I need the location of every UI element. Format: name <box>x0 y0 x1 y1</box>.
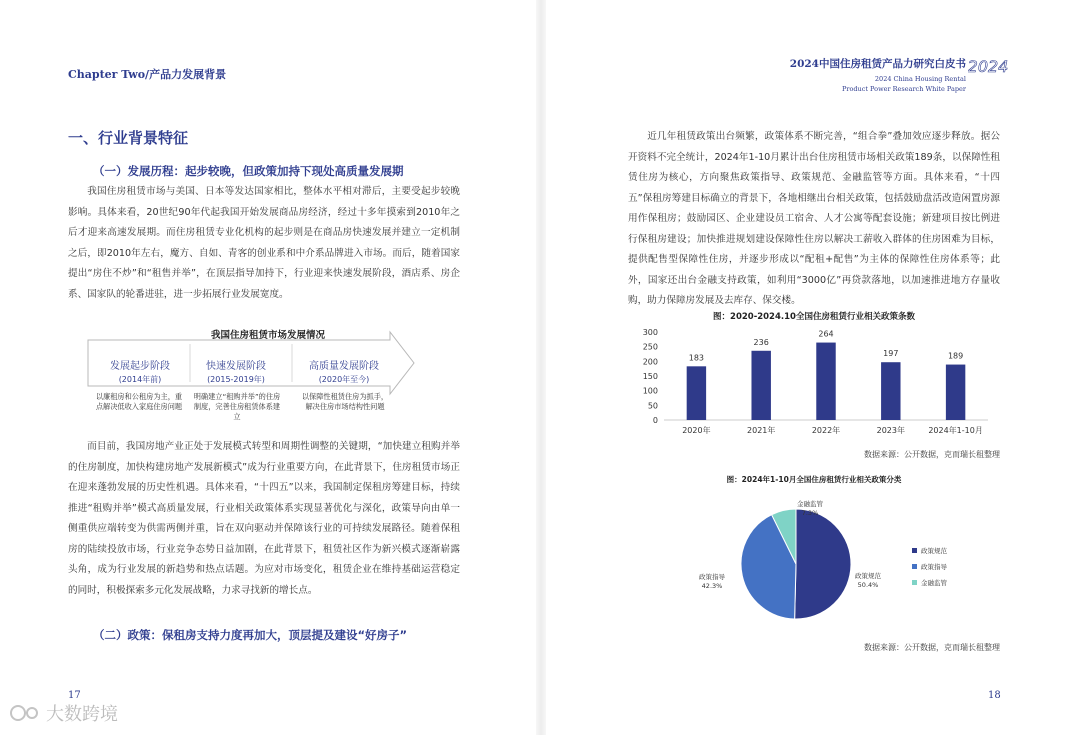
bar-chart-source: 数据来源：公开数据，克而瑞长租整理 <box>864 450 1000 459</box>
pie-chart-source: 数据来源：公开数据，克而瑞长租整理 <box>864 643 1000 652</box>
y-tick-label: 50 <box>647 401 658 411</box>
policy-paragraph <box>628 127 1000 312</box>
current-text: 而目前，我国房地产业正处于发展模式转型和周期性调整的关键期，“加快建立租购并举的住房制度，加快构建房地产发展新模式”成为行业重要方向，在此背景下，住房租赁市场正在迎来蓬勃发展的历史性机遇。具体来看，“十四五”以来，我国制定保租房筹建目标，持续推进“租购并举”模式高质量发展，行业相关政策体系实现显著优化与深化，政策导向由单一侧重供应端转变为供需两侧并重，旨在双向驱动并保障该行业的可持续发展路径。随着保租房的陆续投放市场，行业竞争态势日益加剧，在此背景下，租赁社区作为新兴模式逐渐崭露头角，成为行业发展的新趋势和热点话题。为应对市场变化，租赁企业在维持基础运营稳定的同时，积极探索多元化发展战略，力求寻找新的增长点。 <box>68 441 460 596</box>
legend-swatch <box>912 564 917 569</box>
stage-rapid <box>186 357 286 385</box>
bar <box>687 366 706 420</box>
whitepaper-header <box>790 56 966 93</box>
timeline-title: 我国住房租赁市场发展情况 <box>210 330 325 341</box>
subsection-title-history: （一）发展历程：起步较晚，但政策加持下现处高质量发展期 <box>93 164 404 178</box>
bar-value-label: 189 <box>947 351 964 361</box>
year-deco-text: 2024 <box>968 57 1008 76</box>
x-tick-label: 2022年 <box>811 426 841 435</box>
stage-rapid-name: 快速发展阶段 <box>206 361 266 372</box>
y-tick-label: 200 <box>642 357 658 367</box>
pie-slice <box>795 509 851 619</box>
current-paragraph <box>68 437 460 601</box>
pie-slice-pct: 42.3% <box>701 582 723 590</box>
bar <box>946 365 965 420</box>
bar <box>881 362 900 420</box>
x-tick-label: 2020年 <box>682 426 711 435</box>
stage-rapid-years: (2015-2019年) <box>207 375 265 384</box>
bar <box>816 343 835 420</box>
pie-slice-label: 金融监管 <box>797 500 823 508</box>
stage-startup <box>90 357 190 385</box>
stage-quality-name: 高质量发展阶段 <box>309 361 379 372</box>
header-subtitle-2: Product Power Research White Paper <box>841 85 966 93</box>
y-tick-label: 150 <box>642 372 658 381</box>
page-number-right: 18 <box>988 690 1001 701</box>
watermark-text: 大数跨境 <box>46 704 118 725</box>
stage-rapid-desc: 明确建立“租购并举”的住房制度，完善住房租赁体系建立 <box>193 392 281 421</box>
legend-label: 金融监管 <box>921 579 947 587</box>
watermark <box>8 700 118 726</box>
bar-value-label: 197 <box>883 349 899 359</box>
pie-slice-pct: 50.4% <box>857 581 879 589</box>
y-tick-label: 250 <box>642 342 658 352</box>
stage-quality <box>294 357 394 385</box>
x-tick-label: 2024年1-10月 <box>928 426 983 435</box>
section-title: 一、行业背景特征 <box>68 129 189 147</box>
history-paragraph <box>68 182 460 305</box>
watermark-logo-icon <box>8 703 44 723</box>
pie-slice-label: 政策规范 <box>855 572 881 580</box>
x-tick-label: 2023年 <box>876 426 905 435</box>
y-tick-label: 100 <box>642 386 658 396</box>
y-tick-label: 0 <box>652 416 658 425</box>
stage-quality-years: (2020年至今) <box>318 375 370 384</box>
legend-swatch <box>912 580 917 585</box>
pie-chart <box>628 490 1000 640</box>
bar <box>751 351 770 420</box>
x-tick-label: 2021年 <box>747 426 776 435</box>
pie-slice-label: 政策指导 <box>699 573 725 581</box>
stage-startup-name: 发展起步阶段 <box>110 361 170 372</box>
y-tick-label: 300 <box>642 328 658 337</box>
legend-label: 政策规范 <box>921 547 947 555</box>
stage-startup-desc: 以廉租房和公租房为主，重点解决低收入家庭住房问题 <box>95 392 183 411</box>
pie-slice-pct: 7.3% <box>801 509 819 517</box>
bar-chart-title: 图：2020-2024.10全国住房租赁行业相关政策条数 <box>713 312 915 322</box>
bar-value-label: 236 <box>753 337 769 347</box>
bar-value-label: 183 <box>688 353 705 363</box>
subsection-title-policy: （二）政策：保租房支持力度再加大，顶层提及建设“好房子” <box>93 628 408 642</box>
legend-label: 政策指导 <box>921 563 947 571</box>
stage-startup-years: (2014年前) <box>118 375 162 384</box>
year-decoration <box>968 48 1008 94</box>
chapter-header: Chapter Two/产品力发展背景 <box>68 68 227 81</box>
page-number-left: 17 <box>68 690 81 701</box>
legend-swatch <box>912 548 917 553</box>
page-gutter <box>536 0 546 735</box>
bar-value-label: 264 <box>818 329 834 339</box>
header-subtitle-1: 2024 China Housing Rental <box>874 75 966 83</box>
history-text: 我国住房租赁市场与美国、日本等发达国家相比，整体水平相对滞后，主要受起步较晚影响。具体来看，20世纪90年代起我国开始发展商品房经济，经过十多年摸索到2010年之后才迎来高速发展期。而住房租赁专业化机构的起步则是在商品房快速发展并建立一定机制之后，即2010年左右，魔方、自如、青客的创业系和中介系品牌进入市场。而后，随着国家提出“房住不炒”和“租售并举”，在顶层指导加持下，行业迎来快速发展阶段，酒店系、房企系、国家队的轮番进驻，进一步拓展行业发展宽度。 <box>68 186 460 300</box>
policy-text: 近几年租赁政策出台频繁，政策体系不断完善，“组合拳”叠加效应逐步释放。据公开资料不完全统计，2024年1-10月累计出台住房租赁市场相关政策189条，以保障性租赁住房为核心，方向聚焦政策指导、政策规范、金融监管等方面。具体来看，“十四五”保租房筹建目标确立的背景下，各地相继出台相关政策，包括鼓励盘活改造闲置房源用作保租房；鼓励园区、企业建设员工宿舍、人才公寓等配套设施；新建项目按比例进行保租房建设；加快推进规划建设保障性住房以解决工薪收入群体的住房困难为目标，提供配售型保障性住房，并逐步形成以“配租+配售”为主体的保障性住房体系等；此外，国家还出台金融支持政策，如利用“3000亿”再贷款落地，以加速推进地方存量收购，助力保障房发展及去库存、保交楼。 <box>628 131 1000 306</box>
header-title: 2024中国住房租赁产品力研究白皮书 <box>789 58 966 70</box>
bar-chart <box>628 324 1000 440</box>
stage-quality-desc: 以保障性租赁住房为抓手，解决住房市场结构性问题 <box>301 392 389 411</box>
pie-chart-title: 图：2024年1-10月全国住房租赁行业相关政策分类 <box>726 475 902 484</box>
